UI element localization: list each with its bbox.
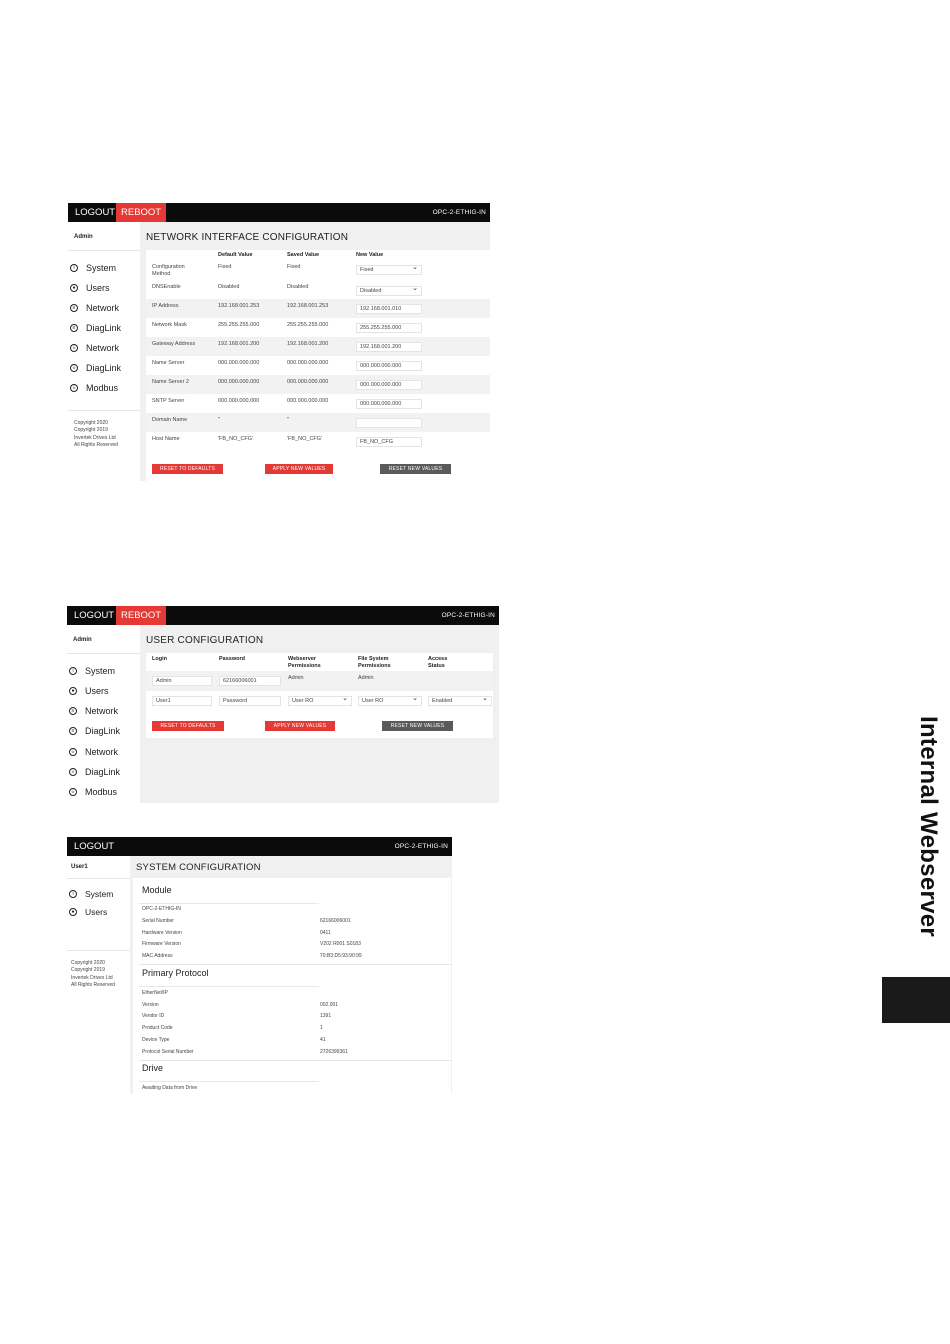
diaglink-icon: ≡: [69, 727, 77, 735]
drive-heading: Drive: [142, 1063, 164, 1073]
module-heading: Module: [142, 885, 172, 895]
table-row: Name Server 2 000.000.000.000 000.000.000.000 000.000.000.000: [146, 375, 490, 394]
user-config-screenshot: [67, 606, 499, 803]
sidebar-item-modbus[interactable]: ⏚ Modbus: [70, 787, 118, 797]
domain-name-input[interactable]: [356, 418, 422, 428]
system-config-screenshot: [67, 837, 452, 1094]
network-icon: ≡: [70, 304, 78, 312]
user-icon: ●: [70, 284, 78, 292]
table-row: [146, 691, 493, 711]
sidebar-item-users[interactable]: ● Users: [70, 281, 110, 295]
sidebar-item-diaglink-2[interactable]: ⏚ DiagLink: [70, 767, 121, 777]
main-content: [140, 222, 490, 481]
login-input[interactable]: Admin: [152, 676, 212, 686]
table-row: Host Name 'FB_NO_CFG' 'FB_NO_CFG' FB_NO_CFG: [146, 432, 490, 451]
apply-new-values-button[interactable]: APPLY NEW VALUES: [265, 464, 333, 474]
sidebar: [67, 625, 140, 803]
section-title: Internal Webserver: [915, 716, 942, 938]
sidebar-item-network[interactable]: ≡ Network: [70, 301, 119, 315]
logged-in-user: Admin: [73, 637, 92, 643]
sidebar-item-network-2[interactable]: ⏚ Network: [71, 343, 120, 353]
copyright: Copyright 2020 Copyright 2019 Invertek Drives Ltd All Rights Reserved: [71, 960, 115, 989]
network-icon: ⏚: [70, 749, 76, 755]
reset-new-values-button[interactable]: RESET NEW VALUES: [380, 464, 451, 474]
network-icon: ⏚: [71, 345, 77, 351]
sntp-server-input[interactable]: 000.000.000.000: [356, 399, 422, 409]
user-icon: ●: [69, 908, 77, 916]
info-icon: i: [70, 264, 78, 272]
primary-protocol-heading: Primary Protocol: [142, 968, 209, 978]
device-name: OPC-2-ETHIG-IN: [441, 612, 495, 619]
network-config-screenshot: [68, 203, 490, 481]
table-row: Configuration Method Fixed Fixed Fixed ⌄: [146, 260, 490, 280]
config-method-select[interactable]: Fixed ⌄: [356, 265, 422, 275]
copyright: Copyright 2020 Copyright 2019 Invertek Drives Ltd All Rights Reserved: [74, 420, 118, 449]
page-title: SYSTEM CONFIGURATION: [136, 862, 261, 873]
section-marker: [882, 977, 950, 1023]
table-row: SNTP Server 000.000.000.000 000.000.000.000 000.000.000.000: [146, 394, 490, 413]
login-input[interactable]: User1: [152, 696, 212, 706]
sidebar-item-system[interactable]: i System: [70, 261, 116, 275]
page-title: USER CONFIGURATION: [146, 635, 264, 646]
info-icon: i: [69, 890, 77, 898]
sidebar-item-modbus[interactable]: ⏚ Modbus: [71, 383, 119, 393]
logout-button[interactable]: LOGOUT: [75, 207, 116, 218]
diaglink-icon: ⏚: [70, 769, 76, 775]
sidebar-item-users[interactable]: ● Users: [69, 905, 107, 919]
table-row: Name Server 000.000.000.000 000.000.000.000 000.000.000.000: [146, 356, 490, 375]
top-bar: [67, 606, 499, 625]
password-input[interactable]: Password: [219, 696, 281, 706]
apply-new-values-button[interactable]: APPLY NEW VALUES: [265, 721, 335, 731]
device-name: OPC-2-ETHIG-IN: [394, 843, 448, 850]
table-row: IP Address 192.168.001.253 192.168.001.253 192.168.001.010: [146, 299, 490, 318]
modbus-icon: ⏚: [70, 789, 76, 795]
gateway-address-input[interactable]: 192.168.001.200: [356, 342, 422, 352]
table-row: DNSEnable Disabled Disabled Disabled ⌄: [146, 280, 490, 299]
name-server-2-input[interactable]: 000.000.000.000: [356, 380, 422, 390]
table-row: Network Mask 255.255.255.000 255.255.255.000 255.255.255.000: [146, 318, 490, 337]
logged-in-user: User1: [71, 864, 88, 870]
network-mask-input[interactable]: 255.255.255.000: [356, 323, 422, 333]
sidebar-item-network[interactable]: ≡ Network: [69, 704, 118, 718]
main-content: [140, 625, 499, 803]
sidebar-item-users[interactable]: ● Users: [69, 684, 109, 698]
ip-address-input[interactable]: 192.168.001.010: [356, 304, 422, 314]
name-server-input[interactable]: 000.000.000.000: [356, 361, 422, 371]
sidebar-item-system[interactable]: i System: [69, 664, 115, 678]
sidebar-item-system[interactable]: i System: [69, 887, 113, 901]
main-content: [130, 856, 452, 1094]
top-bar: [67, 837, 452, 856]
top-bar: [68, 203, 490, 222]
sidebar-item-network-2[interactable]: ⏚ Network: [70, 747, 119, 757]
network-table: Default Value Saved Value New Value Configuration Method Fixed Fixed Fixed ⌄ DNSEnable Disabled Disabled Disabled ⌄ IP Address 192.168.001.253 192.168.001.253 192.168.001.010 Network Mask 255.255.255.000 255.255.255.000 255.255.255.000 Gateway Address 192.168.001.200 192.168.001.200 192.168.001.200 Name Server 000.000.000.000 000.000.000.000 000.000.000.000 Name Server 2 000.000.000.000 000.000.000.000 000.000.000.000 SNTP Server 000.000.000.000 000.000.000.000 000.000.000.000 Domain Name '' '' Host Name 'FB_NO_CFG' 'FB_NO_CFG' FB_NO_CFG RESET TO DEFAULTS APPLY NEW VALUES RESET NEW VALUES: [146, 250, 490, 481]
reboot-button[interactable]: REBOOT: [116, 203, 166, 222]
logout-button[interactable]: LOGOUT: [74, 610, 115, 621]
access-status-select[interactable]: Enabled ⌄: [428, 696, 492, 706]
dns-enable-select[interactable]: Disabled ⌄: [356, 286, 422, 296]
user-table: Login Password Webserver Permissions File System Permissions Access Status Admin 62166006001 Admin Admin User1 Password User RO ⌄ User RO ⌄ Enabled ⌄ RESET TO DEFAULTS APPLY NEW VALUES RESET NEW VALUES: [146, 653, 493, 738]
sidebar-item-diaglink-2[interactable]: ⏚ DiagLink: [71, 363, 122, 373]
user-icon: ●: [69, 687, 77, 695]
table-row: Domain Name '' '': [146, 413, 490, 432]
logged-in-user: Admin: [74, 234, 93, 240]
diaglink-icon: ⏚: [71, 365, 77, 371]
sidebar: [67, 856, 130, 1094]
host-name-input[interactable]: FB_NO_CFG: [356, 437, 422, 447]
modbus-icon: ⏚: [71, 385, 77, 391]
reboot-button[interactable]: REBOOT: [116, 606, 166, 625]
sidebar-item-diaglink[interactable]: ≡ DiagLink: [69, 724, 120, 738]
reset-new-values-button[interactable]: RESET NEW VALUES: [382, 721, 453, 731]
table-row: Gateway Address 192.168.001.200 192.168.001.200 192.168.001.200: [146, 337, 490, 356]
page-title: NETWORK INTERFACE CONFIGURATION: [146, 232, 349, 243]
reset-to-defaults-button[interactable]: RESET TO DEFAULTS: [152, 721, 224, 731]
system-info-panel: Module OPC-2-ETHIG-IN Serial Number 62166006001 Hardware Version 0411 Firmware Version V202 R001 S0183 MAC Address 70:B3:D5:93:90:99 Primary Protocol EtherNet/IP Version 002.001 Vendor ID 1391 Product Code 1 Device Type 41 Protocol Serial Number 2726399361 Drive Awaiting Data from Drive: [133, 878, 451, 1094]
sidebar-item-diaglink[interactable]: ≡ DiagLink: [70, 321, 121, 335]
table-row: Admin 62166006001 Admin Admin: [146, 671, 493, 691]
device-name: OPC-2-ETHIG-IN: [432, 209, 486, 216]
diaglink-icon: ≡: [70, 324, 78, 332]
password-input[interactable]: 62166006001: [219, 676, 281, 686]
info-icon: i: [69, 667, 77, 675]
file-system-permissions-select[interactable]: User RO ⌄: [358, 696, 422, 706]
sidebar: [68, 222, 140, 481]
logout-button[interactable]: LOGOUT: [74, 841, 115, 852]
reset-to-defaults-button[interactable]: RESET TO DEFAULTS: [152, 464, 223, 474]
network-icon: ≡: [69, 707, 77, 715]
webserver-permissions-select[interactable]: User RO ⌄: [288, 696, 352, 706]
